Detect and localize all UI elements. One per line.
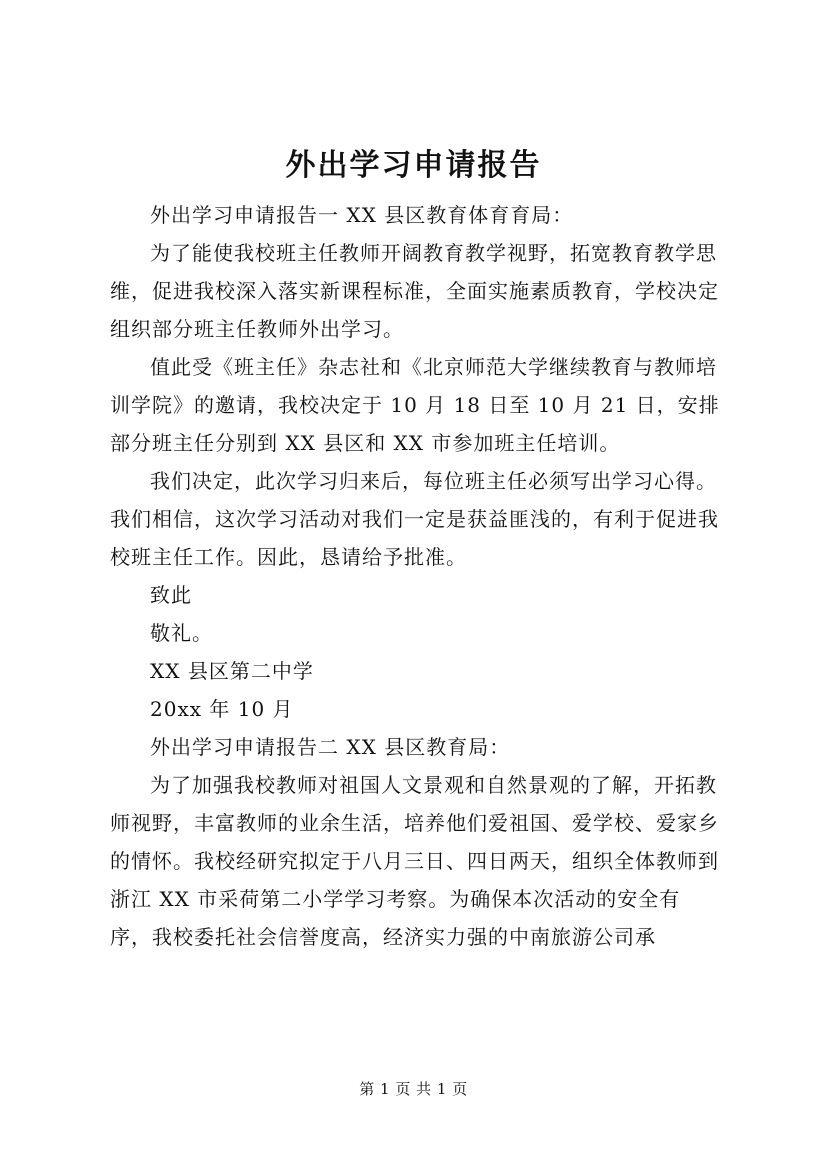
paragraph: 值此受《班主任》杂志社和《北京师范大学继续教育与教师培训学院》的邀请，我校决定于 10 月 18 日至 10 月 21 日，安排部分班主任分别到 XX 县区和 XX 市参加班主任培训。: [110, 355, 720, 455]
document-body: [110, 196, 720, 956]
paragraph: 外出学习申请报告一 XX 县区教育体育育局：: [150, 203, 574, 227]
page-footer: 第 1 页 共 1 页: [359, 1080, 468, 1098]
paragraph: 为了能使我校班主任教师开阔教育教学视野，拓宽教育教学思维，促进我校深入落实新课程标准，全面实施素质教育，学校决定组织部分班主任教师外出学习。: [110, 241, 719, 341]
paragraph: XX 县区第二中学: [150, 659, 314, 683]
paragraph: 外出学习申请报告二 XX 县区教育局：: [150, 735, 511, 759]
paragraph: 20xx 年 10 月: [150, 697, 294, 721]
paragraph: 为了加强我校教师对祖国人文景观和自然景观的了解，开拓教师视野，丰富教师的业余生活，培养他们爱祖国、爱学校、爱家乡的情怀。我校经研究拟定于八月三日、四日两天，组织全体教师到浙江 XX 市采荷第二小学学习考察。为确保本次活动的安全有序，我校委托社会信誉度高，经济实力强的中南旅游公司承: [110, 773, 719, 949]
paragraph: 我们决定，此次学习归来后，每位班主任必须写出学习心得。我们相信，这次学习活动对我们一定是获益匪浅的，有利于促进我校班主任工作。因此，恳请给予批准。: [110, 469, 719, 569]
paragraph: 敬礼。: [150, 621, 213, 645]
paragraph: 致此: [150, 583, 192, 607]
document-title: 外出学习申请报告: [285, 148, 542, 183]
